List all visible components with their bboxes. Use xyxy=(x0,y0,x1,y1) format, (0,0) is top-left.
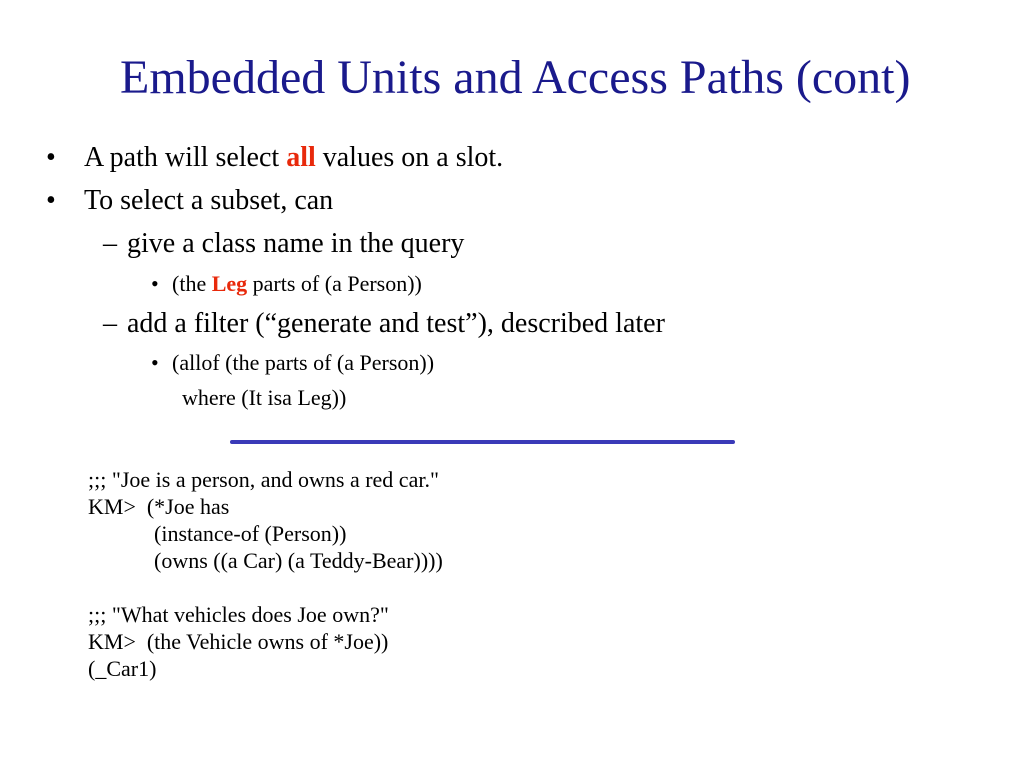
bullet-2 xyxy=(46,185,56,217)
sub-sub-bullet-1-highlight: Leg xyxy=(211,271,248,296)
sub-bullet-1-text: give a class name in the query xyxy=(127,228,465,259)
sub-bullet-1-marker: – xyxy=(103,228,117,259)
slide-title: Embedded Units and Access Paths (cont) xyxy=(120,51,911,104)
bullet-marker: • xyxy=(46,185,56,216)
sub-sub-bullet-1-before: (the xyxy=(172,271,212,296)
sub-sub-bullet-1-marker: • xyxy=(151,271,159,296)
bullet-1 xyxy=(46,142,56,174)
sub-bullet-2-marker: – xyxy=(103,308,117,339)
bullet-1-highlight: all xyxy=(286,142,316,173)
bullet-1-text xyxy=(84,142,503,174)
bullet-1-text-after: values on a slot. xyxy=(315,142,504,173)
divider-line xyxy=(230,440,735,444)
sub-sub-bullet-2-text: (allof (the parts of (a Person)) xyxy=(172,350,435,375)
sub-sub-bullet-2-continuation: where (It isa Leg)) xyxy=(182,385,347,410)
bullet-1-text-before: A path will select xyxy=(84,142,287,173)
sub-bullet-2-text: add a filter (“generate and test”), described later xyxy=(127,308,665,339)
bullet-marker: • xyxy=(46,142,56,173)
sub-sub-bullet-1-text xyxy=(172,271,422,297)
code-block: ;;; "Joe is a person, and owns a red car." KM> (*Joe has (instance-of (Person)) (owns ((a Car) (a Teddy-Bear)))) ;;; "What vehicles does Joe own?" KM> (the Vehicle owns of *Joe)) (_Car1) xyxy=(88,467,443,681)
sub-sub-bullet-1-after: parts of (a Person)) xyxy=(247,271,422,296)
sub-sub-bullet-2-marker: • xyxy=(151,350,159,375)
bullet-2-text: To select a subset, can xyxy=(84,185,334,216)
